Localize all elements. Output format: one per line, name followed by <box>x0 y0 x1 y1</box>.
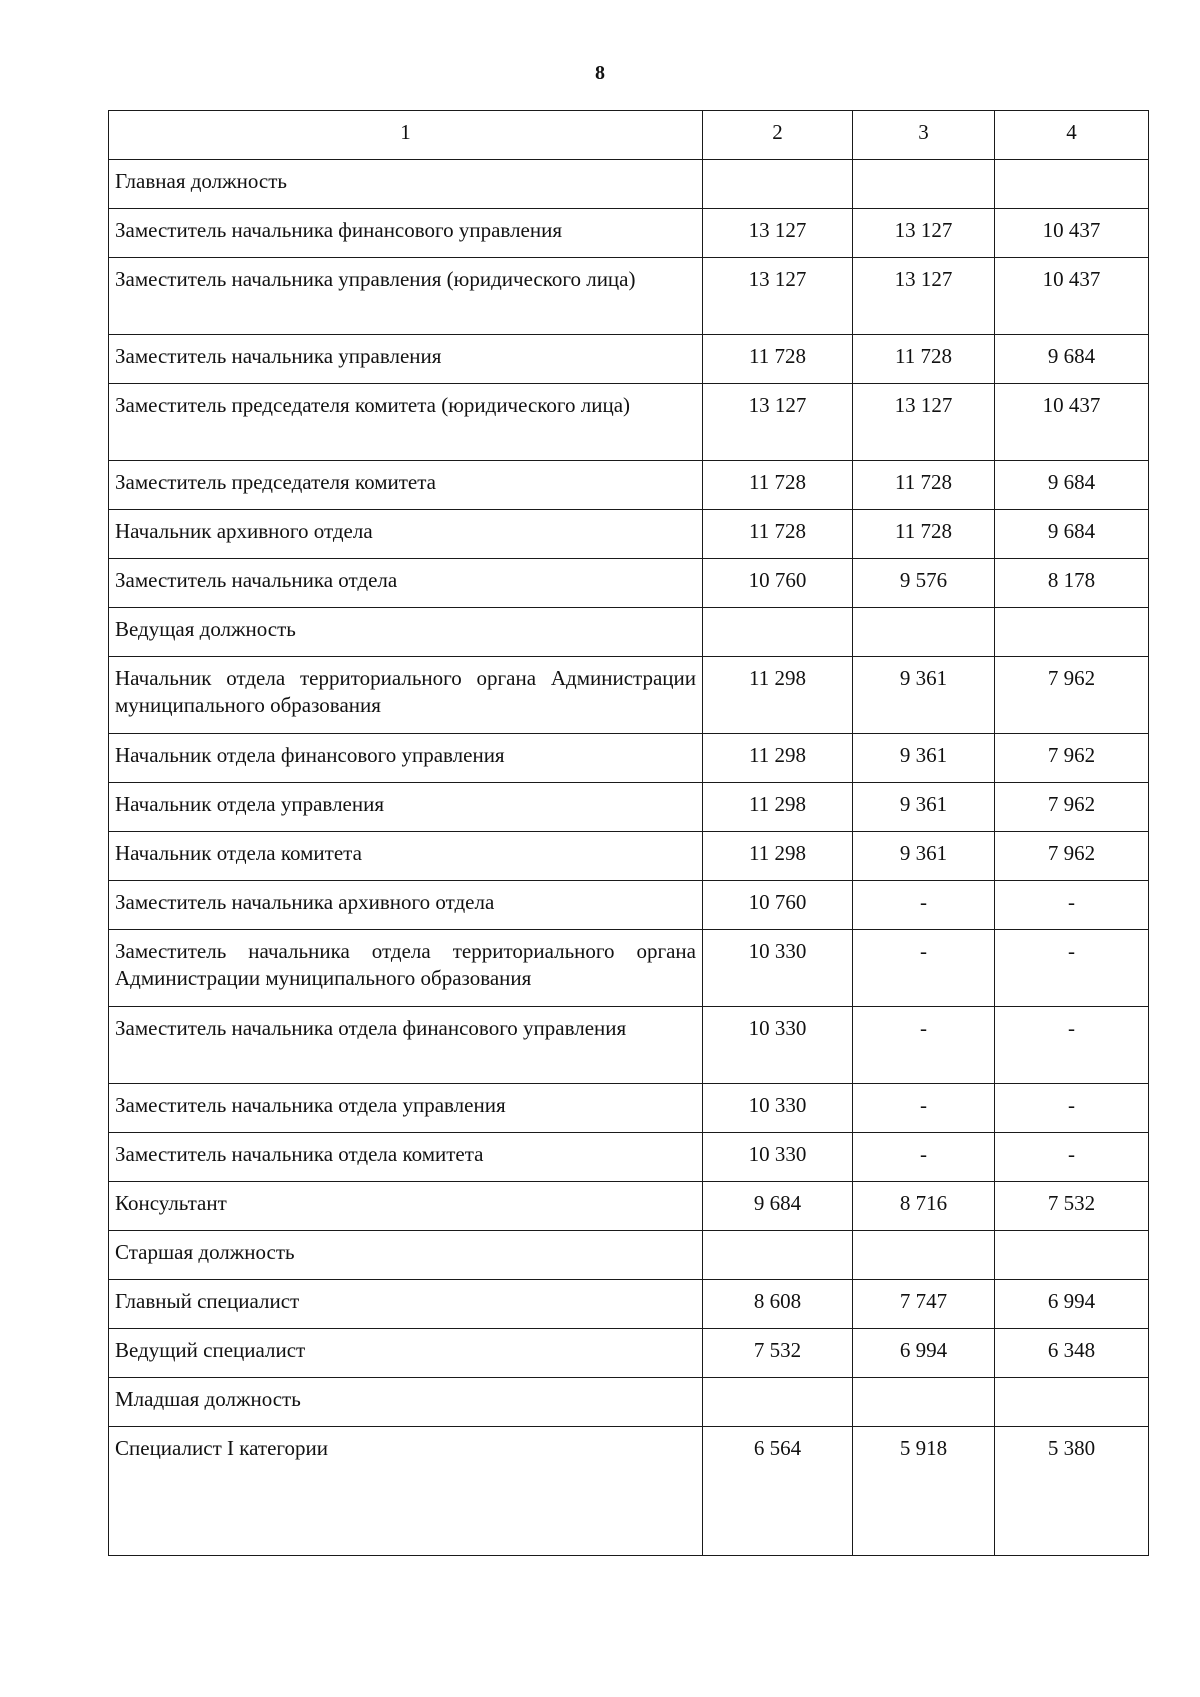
value-cell-col4: - <box>995 881 1149 930</box>
value-cell-col2: 11 298 <box>703 734 853 783</box>
value-cell-col4: 7 532 <box>995 1182 1149 1231</box>
table-body <box>109 111 1149 1556</box>
value-cell-col3: 7 747 <box>853 1280 995 1329</box>
value-cell-col3: - <box>853 930 995 1007</box>
position-name-cell: Начальник отдела комитета <box>109 832 703 881</box>
value-cell-col2 <box>703 160 853 209</box>
position-name-cell: Заместитель начальника отдела комитета <box>109 1133 703 1182</box>
position-name-cell: Старшая должность <box>109 1231 703 1280</box>
position-name-cell: Специалист I категории <box>109 1427 703 1556</box>
value-cell-col3: 9 361 <box>853 734 995 783</box>
table-row <box>109 1329 1149 1378</box>
position-name-cell: Консультант <box>109 1182 703 1231</box>
position-name-cell: Заместитель начальника архивного отдела <box>109 881 703 930</box>
table-row <box>109 1280 1149 1329</box>
value-cell-col4: 10 437 <box>995 384 1149 461</box>
table-row <box>109 258 1149 335</box>
value-cell-col4: 7 962 <box>995 734 1149 783</box>
position-name-cell: Начальник отдела управления <box>109 783 703 832</box>
table-row <box>109 930 1149 1007</box>
value-cell-col4: 5 380 <box>995 1427 1149 1556</box>
table-row <box>109 783 1149 832</box>
value-cell-col3: 13 127 <box>853 258 995 335</box>
position-name-cell: Заместитель начальника отдела финансового управления <box>109 1007 703 1084</box>
value-cell-col4 <box>995 608 1149 657</box>
table-row <box>109 335 1149 384</box>
value-cell-col3 <box>853 608 995 657</box>
value-cell-col3 <box>853 1231 995 1280</box>
position-name-cell: Заместитель начальника управления <box>109 335 703 384</box>
value-cell-col3: 8 716 <box>853 1182 995 1231</box>
value-cell-col4: - <box>995 1133 1149 1182</box>
position-name-cell: Заместитель начальника управления (юридического лица) <box>109 258 703 335</box>
value-cell-col3: 13 127 <box>853 209 995 258</box>
value-cell-col2: 10 330 <box>703 1133 853 1182</box>
table-row <box>109 734 1149 783</box>
value-cell-col2: 11 298 <box>703 832 853 881</box>
position-name-cell: Заместитель председателя комитета <box>109 461 703 510</box>
value-cell-col3: 11 728 <box>853 335 995 384</box>
table-header-row <box>109 111 1149 160</box>
table-row <box>109 1378 1149 1427</box>
value-cell-col2: 11 728 <box>703 461 853 510</box>
value-cell-col4: 7 962 <box>995 832 1149 881</box>
value-cell-col2: 10 330 <box>703 930 853 1007</box>
value-cell-col3: - <box>853 1133 995 1182</box>
value-cell-col4: 7 962 <box>995 783 1149 832</box>
value-cell-col2: 8 608 <box>703 1280 853 1329</box>
column-header-2: 2 <box>703 111 853 160</box>
table-row <box>109 1084 1149 1133</box>
value-cell-col2: 6 564 <box>703 1427 853 1556</box>
position-name-cell: Ведущая должность <box>109 608 703 657</box>
table-row <box>109 384 1149 461</box>
value-cell-col4: - <box>995 1084 1149 1133</box>
position-name-cell: Заместитель начальника отдела управления <box>109 1084 703 1133</box>
table-row <box>109 608 1149 657</box>
value-cell-col2: 10 330 <box>703 1084 853 1133</box>
position-name-cell: Начальник отдела финансового управления <box>109 734 703 783</box>
value-cell-col4: 6 348 <box>995 1329 1149 1378</box>
value-cell-col3: 11 728 <box>853 461 995 510</box>
value-cell-col4: - <box>995 1007 1149 1084</box>
position-name-cell: Заместитель начальника отдела <box>109 559 703 608</box>
value-cell-col3: 11 728 <box>853 510 995 559</box>
column-header-1: 1 <box>109 111 703 160</box>
value-cell-col3: 6 994 <box>853 1329 995 1378</box>
value-cell-col4: 10 437 <box>995 258 1149 335</box>
value-cell-col3: 9 576 <box>853 559 995 608</box>
value-cell-col4: 9 684 <box>995 510 1149 559</box>
column-header-4: 4 <box>995 111 1149 160</box>
value-cell-col2: 11 728 <box>703 510 853 559</box>
position-name-cell: Главная должность <box>109 160 703 209</box>
table-row <box>109 881 1149 930</box>
value-cell-col3: - <box>853 1084 995 1133</box>
value-cell-col3: 9 361 <box>853 657 995 734</box>
value-cell-col3 <box>853 160 995 209</box>
value-cell-col2: 10 760 <box>703 559 853 608</box>
value-cell-col2: 10 760 <box>703 881 853 930</box>
salary-table <box>108 110 1149 1556</box>
value-cell-col2: 11 298 <box>703 657 853 734</box>
position-name-cell: Начальник отдела территориального органа Администрации муниципального образования <box>109 657 703 734</box>
value-cell-col3 <box>853 1378 995 1427</box>
value-cell-col2: 13 127 <box>703 384 853 461</box>
position-name-cell: Ведущий специалист <box>109 1329 703 1378</box>
value-cell-col3: 5 918 <box>853 1427 995 1556</box>
position-name-cell: Заместитель начальника отдела территориального органа Администрации муниципального образования <box>109 930 703 1007</box>
value-cell-col3: - <box>853 881 995 930</box>
table-row <box>109 209 1149 258</box>
table-row <box>109 657 1149 734</box>
position-name-cell: Заместитель начальника финансового управления <box>109 209 703 258</box>
value-cell-col2 <box>703 1378 853 1427</box>
table-row <box>109 1231 1149 1280</box>
value-cell-col4: 9 684 <box>995 335 1149 384</box>
value-cell-col3: 9 361 <box>853 832 995 881</box>
table-row <box>109 510 1149 559</box>
value-cell-col4: 10 437 <box>995 209 1149 258</box>
value-cell-col2: 11 728 <box>703 335 853 384</box>
value-cell-col4: 8 178 <box>995 559 1149 608</box>
table-row <box>109 832 1149 881</box>
value-cell-col2: 9 684 <box>703 1182 853 1231</box>
value-cell-col4 <box>995 1231 1149 1280</box>
table-row <box>109 160 1149 209</box>
value-cell-col4 <box>995 160 1149 209</box>
value-cell-col2 <box>703 608 853 657</box>
value-cell-col2: 11 298 <box>703 783 853 832</box>
value-cell-col4: 7 962 <box>995 657 1149 734</box>
value-cell-col3: - <box>853 1007 995 1084</box>
value-cell-col4: 6 994 <box>995 1280 1149 1329</box>
value-cell-col2: 13 127 <box>703 209 853 258</box>
value-cell-col4: 9 684 <box>995 461 1149 510</box>
page-number: 8 <box>595 62 605 84</box>
value-cell-col3: 9 361 <box>853 783 995 832</box>
value-cell-col3: 13 127 <box>853 384 995 461</box>
position-name-cell: Младшая должность <box>109 1378 703 1427</box>
value-cell-col2: 10 330 <box>703 1007 853 1084</box>
column-header-3: 3 <box>853 111 995 160</box>
position-name-cell: Главный специалист <box>109 1280 703 1329</box>
table-row <box>109 559 1149 608</box>
value-cell-col2: 13 127 <box>703 258 853 335</box>
value-cell-col4: - <box>995 930 1149 1007</box>
table-row <box>109 1007 1149 1084</box>
value-cell-col2: 7 532 <box>703 1329 853 1378</box>
value-cell-col2 <box>703 1231 853 1280</box>
table-row <box>109 461 1149 510</box>
table-row <box>109 1427 1149 1556</box>
table-row <box>109 1133 1149 1182</box>
table-row <box>109 1182 1149 1231</box>
position-name-cell: Заместитель председателя комитета (юридического лица) <box>109 384 703 461</box>
position-name-cell: Начальник архивного отдела <box>109 510 703 559</box>
value-cell-col4 <box>995 1378 1149 1427</box>
